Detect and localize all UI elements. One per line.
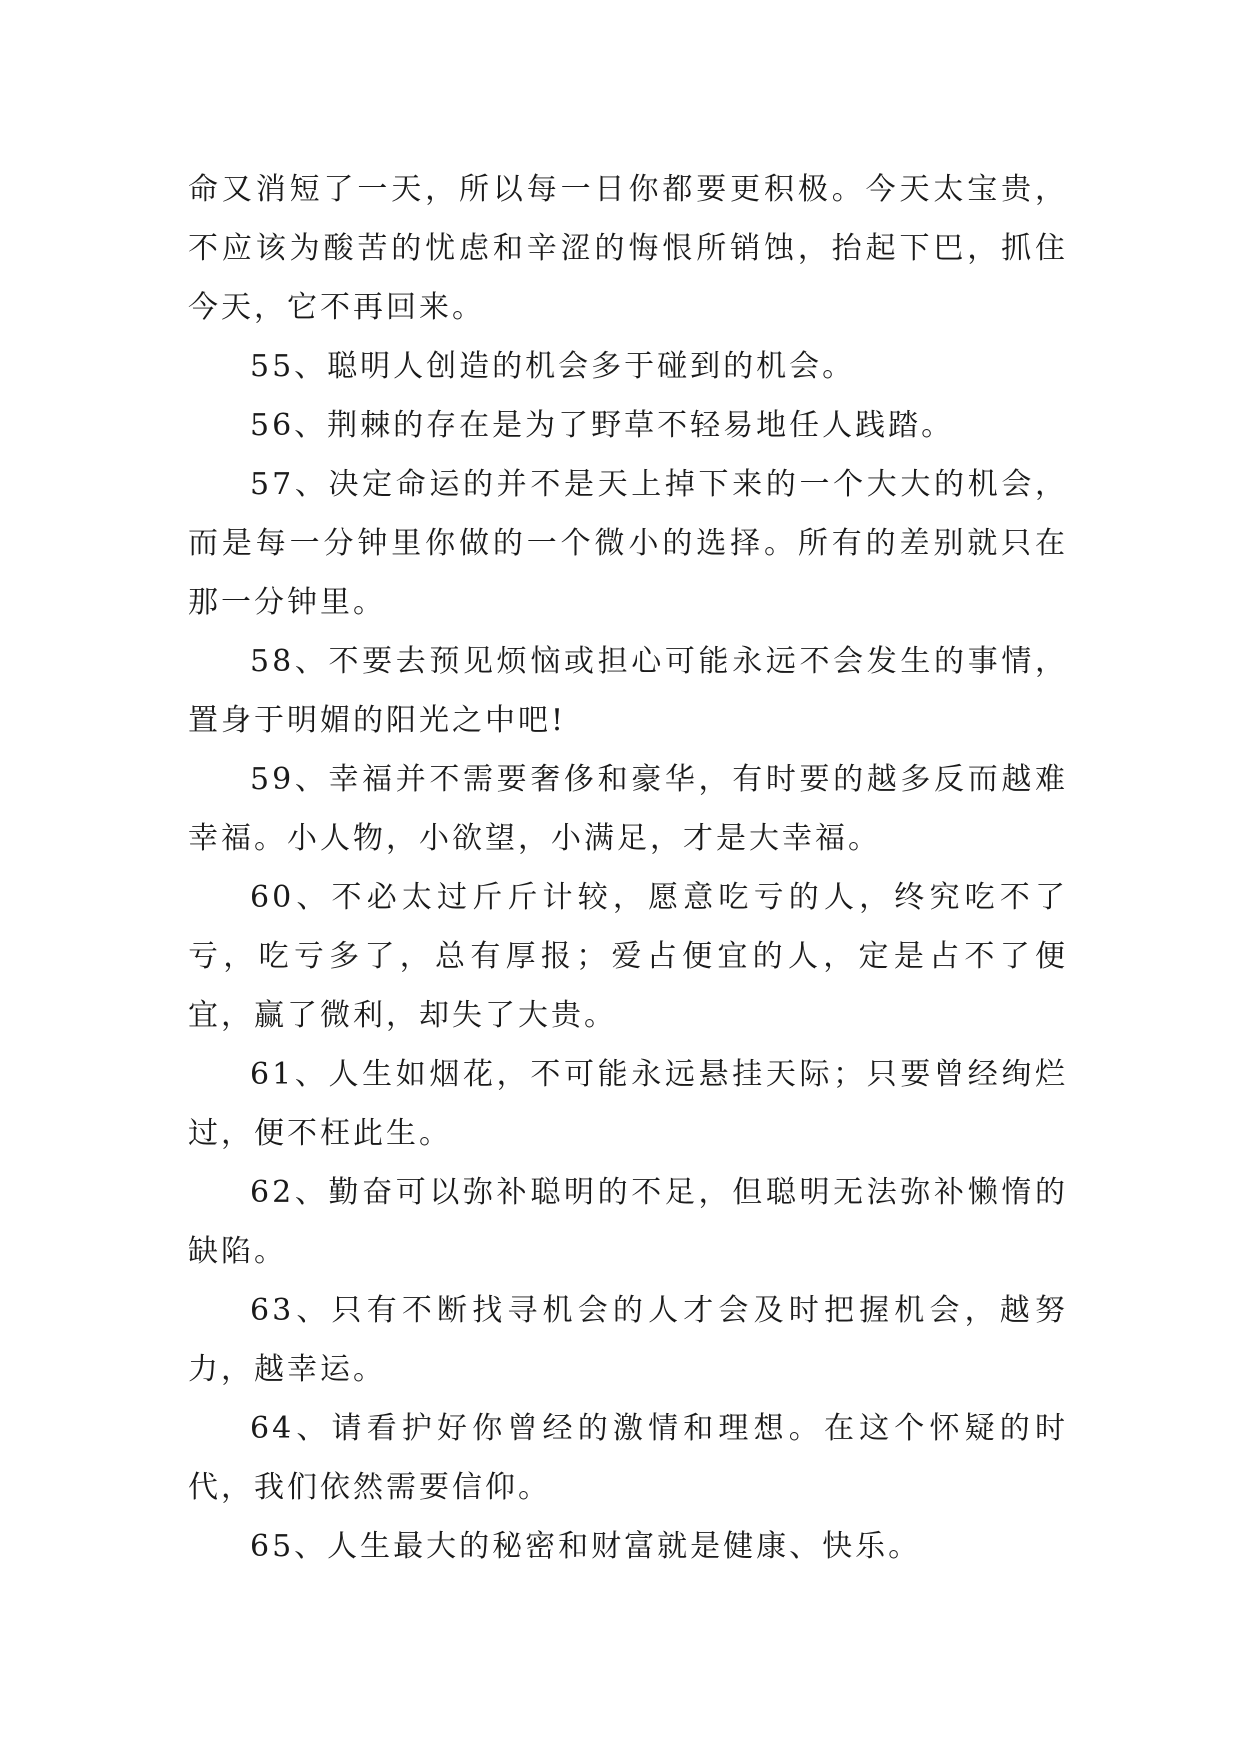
paragraph-continuation: 命又消短了一天，所以每一日你都要更积极。今天太宝贵，不应该为酸苦的忧虑和辛涩的悔恨所销蚀，抬起下巴，抓住今天，它不再回来。 — [188, 172, 1068, 325]
quote-62: 62、勤奋可以弥补聪明的不足，但聪明无法弥补懒惰的缺陷。 — [188, 1175, 1068, 1269]
quote-56: 56、荆棘的存在是为了野草不轻易地任人践踏。 — [250, 408, 955, 443]
quote-58: 58、不要去预见烦恼或担心可能永远不会发生的事情，置身于明媚的阳光之中吧! — [188, 644, 1068, 738]
quote-59: 59、幸福并不需要奢侈和豪华，有时要的越多反而越难幸福。小人物，小欲望，小满足，才是大幸福。 — [188, 762, 1068, 856]
document-body — [188, 160, 1068, 1576]
quote-60: 60、不必太过斤斤计较，愿意吃亏的人，终究吃不了亏，吃亏多了，总有厚报；爱占便宜的人，定是占不了便宜，赢了微利，却失了大贵。 — [188, 880, 1068, 1033]
quote-61: 61、人生如烟花，不可能永远悬挂天际；只要曾经绚烂过，便不枉此生。 — [188, 1057, 1068, 1151]
quote-63: 63、只有不断找寻机会的人才会及时把握机会，越努力，越幸运。 — [188, 1293, 1068, 1387]
quote-65: 65、人生最大的秘密和财富就是健康、快乐。 — [250, 1529, 922, 1564]
quote-64: 64、请看护好你曾经的激情和理想。在这个怀疑的时代，我们依然需要信仰。 — [188, 1411, 1068, 1505]
quote-55: 55、聪明人创造的机会多于碰到的机会。 — [250, 349, 856, 384]
quote-57: 57、决定命运的并不是天上掉下来的一个大大的机会，而是每一分钟里你做的一个微小的选择。所有的差别就只在那一分钟里。 — [188, 467, 1068, 620]
